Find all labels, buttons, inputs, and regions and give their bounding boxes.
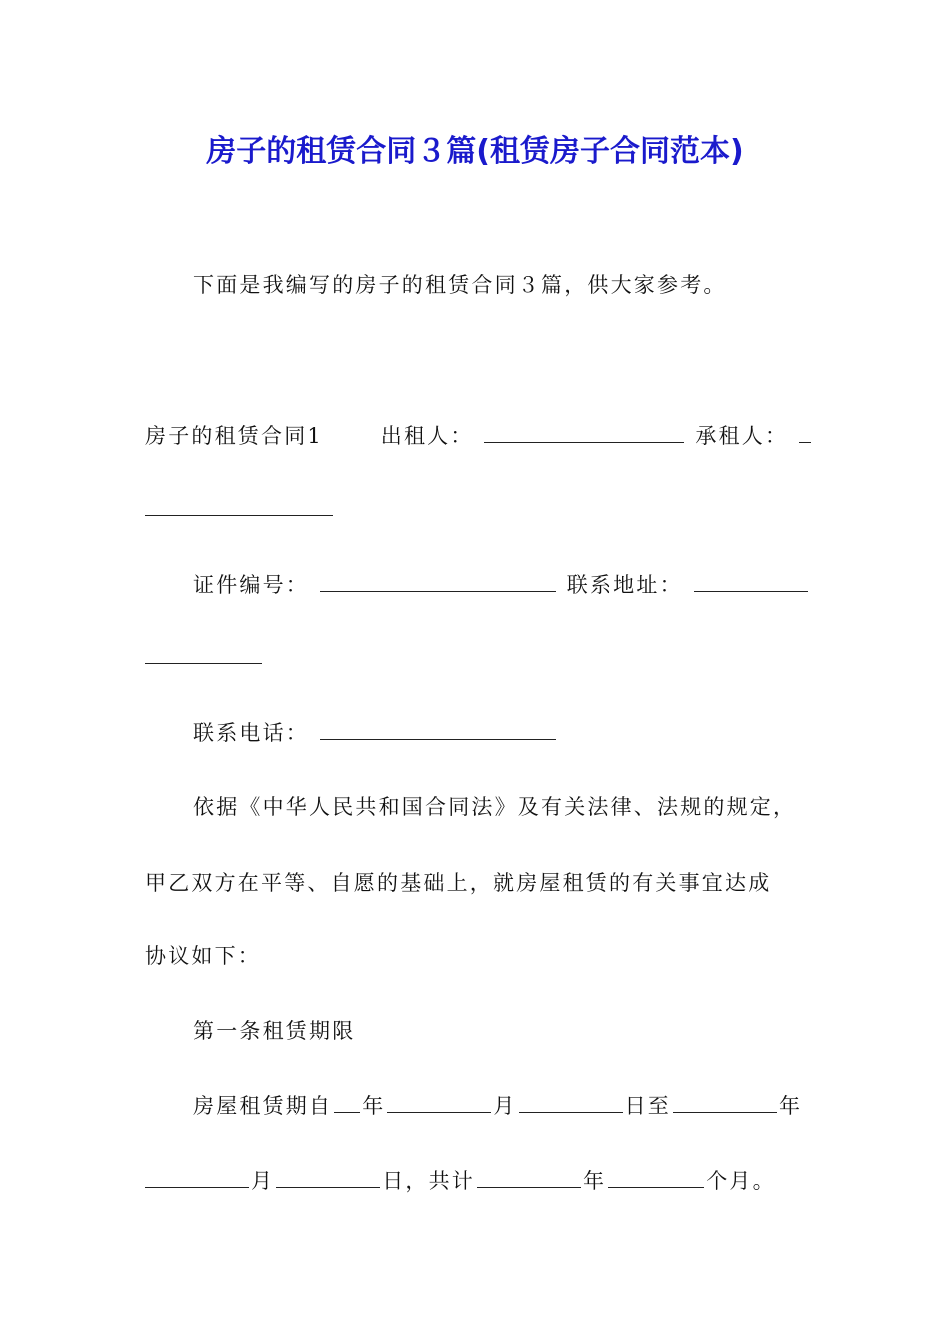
lessor-label: 出租人： — [380, 424, 474, 448]
year-char-2: 年 — [779, 1094, 803, 1118]
article1-heading — [193, 1016, 810, 1046]
basis-text-3: 协议如下： — [145, 944, 261, 968]
lessee-blank-continued — [145, 495, 333, 516]
start-month-blank — [387, 1092, 491, 1113]
end-month-blank — [145, 1167, 249, 1188]
months-end: 个月。 — [706, 1169, 776, 1193]
basis-line-2 — [145, 868, 810, 898]
phone-blank — [320, 719, 556, 740]
lessee-blank-line — [145, 494, 810, 524]
address-label: 联系地址： — [566, 573, 683, 597]
lessor-blank — [484, 422, 684, 443]
article1-heading-text: 第一条租赁期限 — [193, 1019, 356, 1043]
basis-text-2: 甲乙双方在平等、自愿的基础上，就房屋租赁的有关事宜达成 — [145, 871, 772, 895]
month-char-1: 月 — [493, 1094, 517, 1118]
start-year-blank — [334, 1092, 360, 1113]
end-day-blank — [276, 1167, 380, 1188]
term-line-2 — [145, 1166, 810, 1196]
day-total: 日，共计 — [382, 1169, 476, 1193]
id-blank — [320, 571, 556, 592]
section1-heading: 房子的租赁合同1 — [145, 424, 323, 448]
start-day-blank — [519, 1092, 623, 1113]
parties-line — [145, 421, 810, 451]
address-blank-line — [145, 642, 810, 672]
id-address-line — [193, 570, 810, 600]
phone-line — [193, 718, 810, 748]
basis-line-3 — [145, 941, 810, 971]
day-to: 日至 — [624, 1094, 672, 1118]
total-months-blank — [608, 1167, 704, 1188]
end-year-blank — [673, 1092, 777, 1113]
total-years-blank — [477, 1167, 581, 1188]
document-title: 房子的租赁合同３篇(租赁房子合同范本) — [206, 134, 744, 169]
lessee-label: 承租人： — [695, 424, 789, 448]
term-prefix: 房屋租赁期自 — [193, 1094, 333, 1118]
basis-text-1: 依据《中华人民共和国合同法》及有关法律、法规的规定， — [193, 795, 797, 819]
phone-label: 联系电话： — [193, 721, 309, 745]
id-label: 证件编号： — [193, 573, 309, 597]
term-line-1 — [193, 1091, 810, 1121]
year-char-3: 年 — [583, 1169, 607, 1193]
address-blank-continued — [145, 643, 262, 664]
month-char-2: 月 — [251, 1169, 275, 1193]
lessee-blank-start — [799, 422, 811, 443]
basis-line-1 — [193, 792, 810, 822]
year-char-1: 年 — [362, 1094, 386, 1118]
intro-paragraph — [193, 270, 810, 300]
address-blank — [694, 571, 808, 592]
intro-text: 下面是我编写的房子的租赁合同３篇，供大家参考。 — [193, 273, 727, 297]
